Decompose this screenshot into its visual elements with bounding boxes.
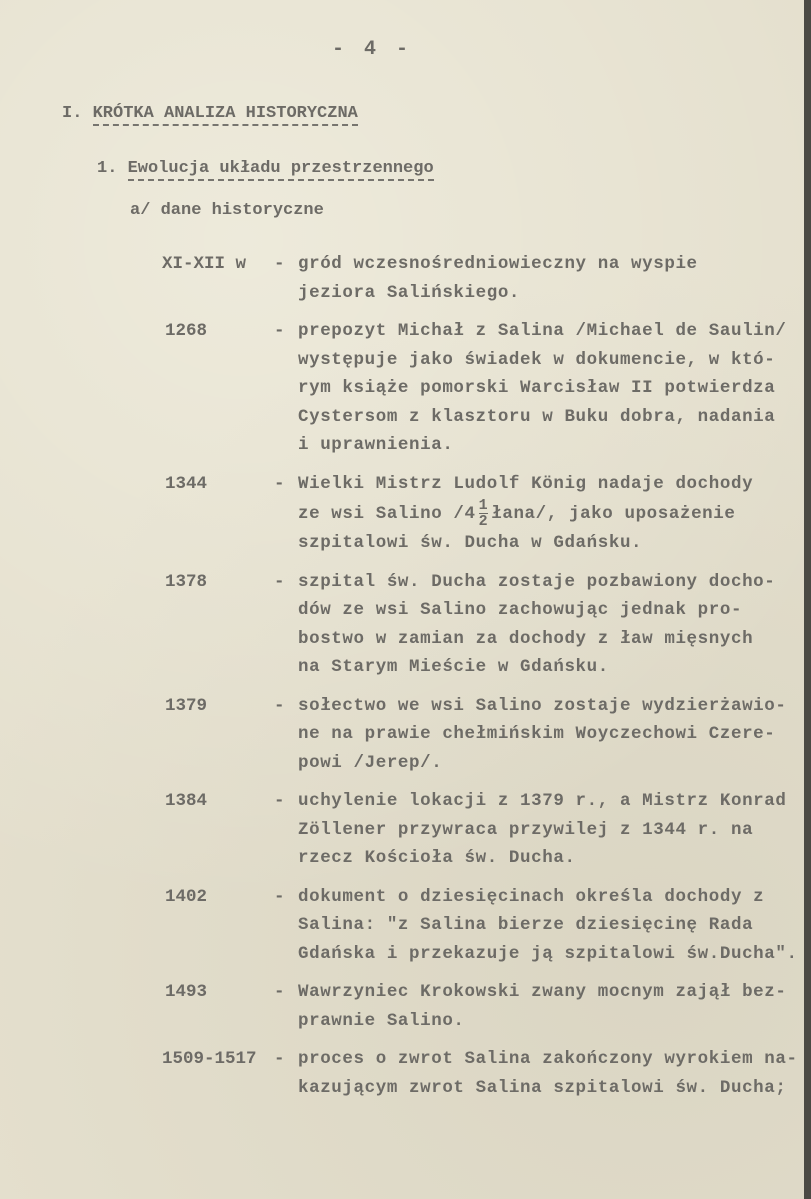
entry-text-line: rym książe pomorski Warcisław II potwierdza [298,378,776,398]
entry-text-line: jeziora Salińskiego. [298,282,521,303]
entry-text-line: Salina: "z Salina bierze dziesięcinę Rada [298,915,754,935]
entry-date: 1344 [165,473,208,494]
entry-text-line: szpitalowi św. Ducha w Gdańsku. [298,533,643,553]
section-heading [62,104,358,123]
entry-text-line: uchylenie lokacji z 1379 r., a Mistrz Konrad [298,791,787,811]
entry-text-line: dokument o dziesięcinach określa dochody z [298,886,765,907]
chronology-entry [0,787,811,873]
entry-text [298,250,798,307]
entry-text [298,568,798,682]
chronology-entry [0,568,811,682]
entry-dash: - [274,886,285,907]
entry-text-line: rzecz Kościoła św. Ducha. [298,848,576,868]
chronology-entry [0,317,811,460]
text-after-fraction: łana/, jako uposażenie [491,504,736,525]
chronology-entry [0,692,811,778]
subsection-title: Ewolucja układu przestrzennego [128,159,434,181]
entry-dash: - [274,571,285,592]
entry-date: 1509-1517 [162,1049,257,1069]
subsection-number: 1. [97,159,118,178]
entry-date: 1378 [165,571,208,592]
section-number: I. [62,104,83,123]
entry-text-line: dów ze wsi Salino zachowując jednak pro- [298,600,743,620]
text-before-fraction: ze wsi Salino /4 [298,504,476,525]
entry-date: 1384 [165,791,208,811]
entry-text [298,978,798,1035]
entry-text-line: kazującym zwrot Salina szpitalowi św. Ducha; [298,1077,787,1098]
entry-text [298,883,798,969]
entry-text-line: bostwo w zamian za dochody z ław mięsnych [298,628,754,649]
entry-dash: - [274,473,285,494]
entry-text-line: Cystersom z klasztoru w Buku dobra, nadania [298,406,776,427]
entry-date: 1493 [165,982,208,1002]
entry-dash: - [274,1049,285,1069]
entry-dash: - [274,695,285,716]
entry-text [298,787,798,873]
entry-date: 1379 [165,695,208,716]
fraction-denominator: 2 [478,513,489,530]
entry-dash: - [274,982,285,1002]
chronology-entry [0,1045,811,1102]
chronology-entry [0,883,811,969]
entry-text-line: i uprawnienia. [298,435,454,455]
entry-text-line: ne na prawie chełmińskim Woyczechowi Czere- [298,724,776,744]
entry-text-line: sołectwo we wsi Salino zostaje wydzierżawio- [298,695,787,716]
entry-text-line: gród wczesnośredniowieczny na wyspie [298,254,698,274]
entry-text-line: na Starym Mieście w Gdańsku. [298,657,609,677]
page-number: - 4 - [332,38,413,61]
entry-date: 1402 [165,886,208,907]
entry-text-line: szpital św. Ducha zostaje pozbawiony docho- [298,571,776,592]
subsubsection-heading: a/ dane historyczne [130,201,324,220]
entry-text [298,692,798,778]
entry-date: 1268 [165,321,208,341]
entry-text-line: Wielki Mistrz Ludolf König nadaje dochody [298,473,754,494]
entry-text-line: występuje jako świadek w dokumencie, w któ- [298,349,776,370]
chronology-entry [0,978,811,1035]
entry-text [298,470,798,558]
entry-text [298,317,798,460]
chronology-entry [0,250,811,307]
entry-text-line: Zöllener przywraca przywilej z 1344 r. na [298,819,754,840]
chronology-entry [0,470,811,558]
entry-dash: - [274,254,285,274]
entry-text-line: prepozyt Michał z Salina /Michael de Saulin/ [298,321,787,341]
section-title: KRÓTKA ANALIZA HISTORYCZNA [93,104,358,126]
entry-text-line: Gdańska i przekazuje ją szpitalowi św.Ducha". [298,943,798,964]
entry-text-line: Wawrzyniec Krokowski zwany mocnym zajął bez- [298,982,787,1002]
entry-text-line [298,498,798,529]
entry-text-line: proces o zwrot Salina zakończony wyrokiem na- [298,1049,798,1069]
chronology-list [0,250,811,1112]
entry-date: XI-XII w [162,254,247,274]
entry-text-line: prawnie Salino. [298,1010,465,1031]
entry-text [298,1045,798,1102]
entry-dash: - [274,791,285,811]
fraction [479,498,489,529]
subsection-heading [97,159,434,178]
entry-dash: - [274,321,285,341]
fraction-numerator: 1 [478,497,489,514]
entry-text-line: powi /Jerep/. [298,752,443,773]
